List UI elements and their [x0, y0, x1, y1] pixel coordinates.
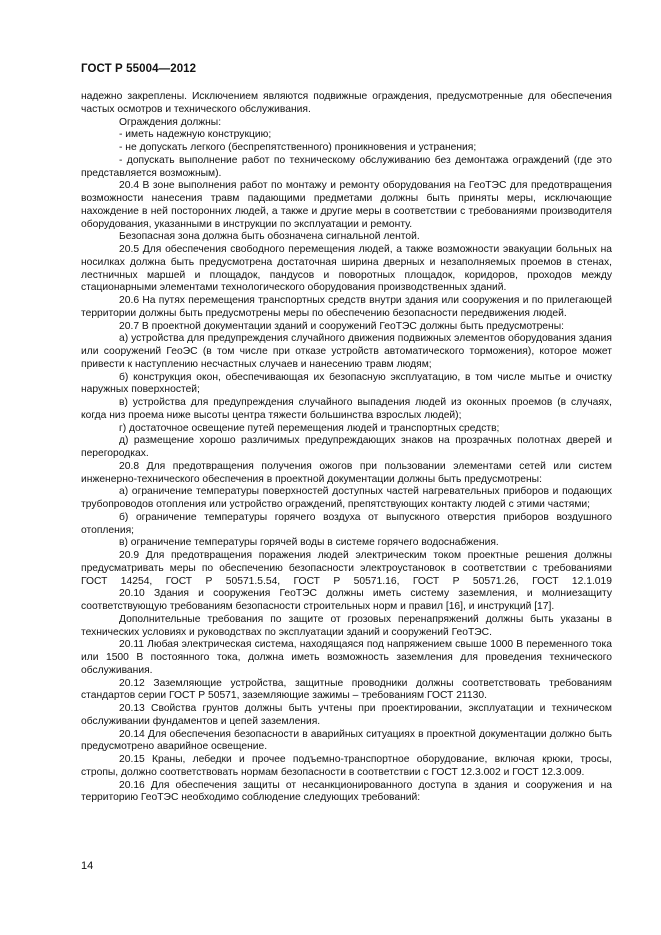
- paragraph: 20.13 Свойства грунтов должны быть учтены при проектировании, эксплуатации и техническом обслуживании фундаментов и цепей заземления.: [81, 703, 612, 727]
- paragraph: 20.10 Здания и сооружения ГеоТЭС должны иметь систему заземления, и молниезащиту соответствующую требованиям безопасности строительных норм и правил [16], и инструкций [17].: [81, 588, 612, 612]
- paragraph: 20.12 Заземляющие устройства, защитные проводники должны соответствовать требованиям стандартов серии ГОСТ Р 50571, заземляющие зажимы – требованиям ГОСТ 21130.: [81, 677, 612, 702]
- paragraph: 20.8 Для предотвращения получения ожогов при пользовании элементами сетей или систем инженерно-технического обеспечения в проектной документации должны быть предусмотрены:: [81, 460, 612, 485]
- document-body: [81, 91, 612, 805]
- paragraph: 20.7 В проектной документации зданий и сооружений ГеоТЭС должны быть предусмотрены:: [119, 320, 564, 332]
- paragraph: - допускать выполнение работ по техническому обслуживанию без демонтажа ограждений (где это представляется возможным).: [81, 154, 612, 179]
- paragraph: б) ограничение температуры горячего воздуха от выпускного отверстия приборов воздушного отопления;: [81, 511, 612, 536]
- paragraph: 20.5 Для обеспечения свободного перемещения людей, а также возможности эвакуации больных на носилках должна быть предусмотрена достаточная ширина дверных и незаполняемых проемов в стенах, лестничных маршей и площадок, пандусов и поворотных площадок, коридоров, проходов между стационарными элементами технологического оборудования производственных зданий.: [81, 244, 612, 294]
- paragraph: 20.15 Краны, лебедки и прочее подъемно-транспортное оборудование, включая крюки, тросы, стропы, должно соответствовать нормам безопасности в соответствии с ГОСТ 12.3.002 и ГОСТ 12.3.009.: [81, 754, 612, 778]
- paragraph: надежно закреплены. Исключением являются подвижные ограждения, предусмотренные для обеспечения частых осмотров и технического обслуживания.: [81, 91, 612, 115]
- document-header: ГОСТ Р 55004—2012: [81, 63, 197, 75]
- paragraph: в) ограничение температуры горячей воды в системе горячего водоснабжения.: [119, 537, 499, 549]
- paragraph: 20.9 Для предотвращения поражения людей электрическим током проектные решения должны предусматривать меры по обеспечению безопасности электроустановок в соответствии с требованиями ГОСТ 14254, ГОСТ Р 50571.5.54, ГОСТ Р 50571.16, ГОСТ Р 50571.26, ГОСТ 12.1.019: [81, 550, 612, 587]
- page-number: 14: [81, 860, 94, 872]
- paragraph: 20.6 На путях перемещения транспортных средств внутри здания или сооружения и по прилегающей территории должны быть предусмотрены меры по обеспечению безопасности передвижения людей.: [81, 295, 612, 319]
- paragraph: б) конструкция окон, обеспечивающая их безопасную эксплуатацию, в том числе мытье и очистку наружных поверхностей;: [81, 371, 612, 396]
- paragraph: 20.11 Любая электрическая система, находящаяся под напряжением свыше 1000 В переменного тока или 1500 В постоянного тока, должна иметь возможность заземления для проведения технического обслуживания.: [81, 639, 612, 676]
- paragraph: г) достаточное освещение путей перемещения людей и транспортных средств;: [119, 422, 500, 434]
- paragraph: Ограждения должны:: [119, 116, 222, 128]
- paragraph: - иметь надежную конструкцию;: [119, 129, 272, 141]
- paragraph: а) ограничение температуры поверхностей доступных частей нагревательных приборов и подающих трубопроводов отопления или устройство ограждений, препятствующих контакту людей с этими частями;: [81, 486, 612, 510]
- paragraph: Безопасная зона должна быть обозначена сигнальной лентой.: [119, 231, 420, 243]
- paragraph: - не допускать легкого (беспрепятственного) проникновения и устранения;: [119, 142, 477, 153]
- paragraph: а) устройства для предупреждения случайного движения подвижных элементов оборудования здания или сооружений ГеоЭС (в том числе при отказе устройств автоматического торможения), которое может привести к наступлению несчастных случаев и нанесению травм людям;: [81, 333, 612, 370]
- paragraph: д) размещение хорошо различимых предупреждающих знаков на прозрачных полотнах дверей и перегородках.: [81, 435, 612, 459]
- paragraph: 20.14 Для обеспечения безопасности в аварийных ситуациях в проектной документации должно быть предусмотрено аварийное освещение.: [81, 728, 612, 753]
- paragraph: в) устройства для предупреждения случайного выпадения людей из оконных проемов (в случаях, когда низ проема ниже высоты центра тяжести большинства взрослых людей);: [81, 397, 612, 421]
- paragraph: Дополнительные требования по защите от грозовых перенапряжений должны быть указаны в технических условиях и руководствах по эксплуатации зданий и сооружений ГеоТЭС.: [81, 613, 612, 638]
- paragraph: 20.16 Для обеспечения защиты от несанкционированного доступа в здания и сооружения и на территорию ГеоТЭС необходимо соблюдение следующих требований:: [81, 779, 612, 804]
- paragraph: 20.4 В зоне выполнения работ по монтажу и ремонту оборудования на ГеоТЭС для предотвращения возможности нанесения травм падающими предметами должны быть приняты меры, исключающие нахождение в ней посторонних людей, а также и другие меры в соответствии с требованиями производителя оборудования, указанными в инструкции по эксплуатации и ремонту.: [81, 180, 612, 230]
